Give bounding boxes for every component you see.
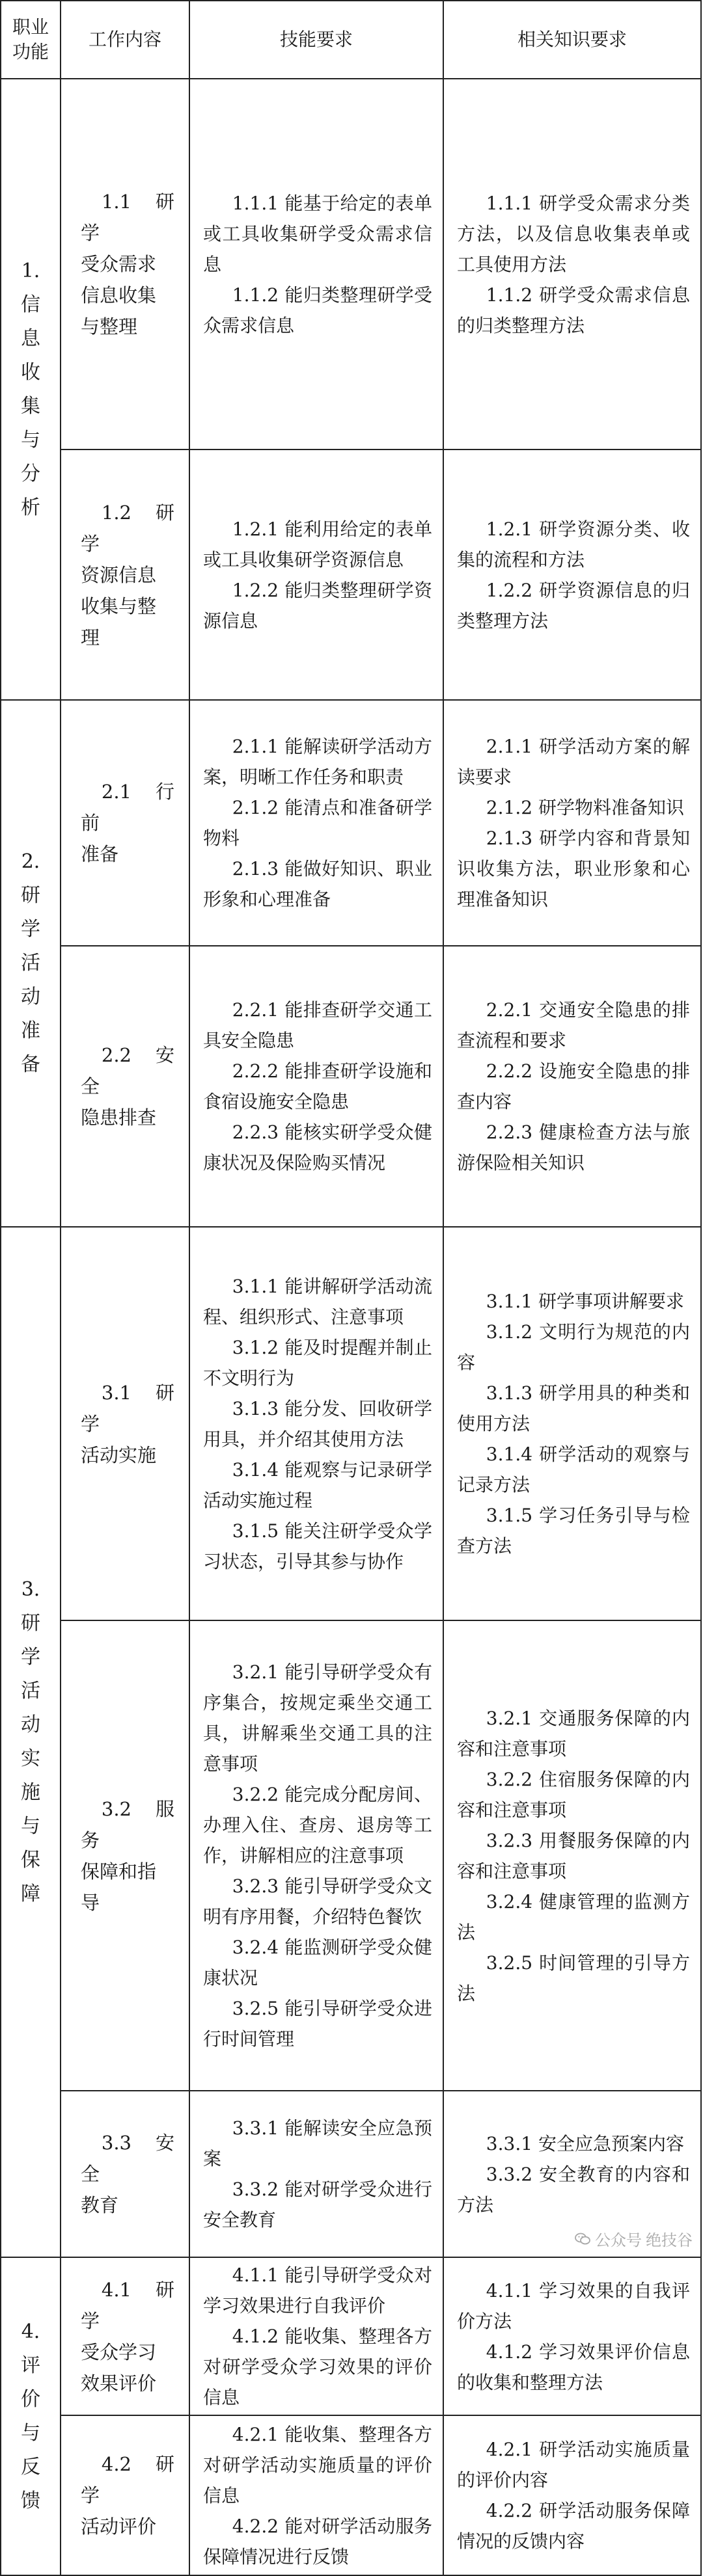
function-char: 研 — [21, 884, 40, 907]
knowledge-item: 3.1.5 学习任务引导与检查方法 — [457, 1505, 690, 1557]
skill-item: 3.3.1 能解读安全应急预案 — [203, 2117, 432, 2169]
function-char: 息 — [21, 327, 40, 350]
knowledge-item: 4.2.1 研学活动实施质量的评价内容 — [457, 2439, 690, 2491]
skill-item: 2.1.1 能解读研学活动方案，明晰工作任务和职责 — [203, 736, 432, 788]
function-char: 施 — [21, 1781, 40, 1804]
header-skills: 技能要求 — [189, 1, 443, 79]
knowledge-item: 2.2.2 设施安全隐患的排查内容 — [457, 1060, 690, 1112]
function-char: 与 — [21, 428, 40, 451]
watermark — [574, 2227, 693, 2250]
table-row — [1, 1227, 701, 1620]
work-content-line: 隐患排查 — [81, 1107, 157, 1129]
skills-cell — [189, 449, 443, 700]
table-row — [1, 449, 701, 700]
knowledge-item: 2.2.3 健康检查方法与旅游保险相关知识 — [457, 1121, 690, 1174]
function-char: 分 — [21, 462, 40, 485]
function-number: 2. — [21, 850, 40, 873]
function-char: 动 — [21, 986, 40, 1008]
work-content-line: 与整理 — [81, 315, 138, 338]
work-content-line: 4.1 研学 — [81, 2278, 174, 2332]
table-row — [1, 79, 701, 449]
work-content-line: 2.2 安全 — [81, 1044, 174, 1097]
skill-item: 2.2.2 能排查研学设施和食宿设施安全隐患 — [203, 1060, 432, 1112]
function-char: 障 — [21, 1883, 40, 1905]
work-content-cell — [61, 449, 189, 700]
function-char: 活 — [21, 1680, 40, 1702]
knowledge-item: 4.1.2 学习效果评价信息的收集和整理方法 — [457, 2341, 690, 2393]
skill-item: 3.3.2 能对研学受众进行安全教育 — [203, 2179, 432, 2231]
function-char: 学 — [21, 918, 40, 941]
knowledge-cell — [443, 1227, 701, 1620]
skill-item: 3.1.2 能及时提醒并制止不文明行为 — [203, 1336, 432, 1389]
skill-item: 2.2.1 能排查研学交通工具安全隐患 — [203, 999, 432, 1051]
skill-item: 4.2.1 能收集、整理各方对研学活动实施质量的评价信息 — [203, 2423, 432, 2506]
skill-item: 3.2.2 能完成分配房间、办理入住、查房、退房等工作，讲解相应的注意事项 — [203, 1784, 432, 1866]
work-content-line: 导 — [81, 1891, 100, 1914]
knowledge-item: 3.2.5 时间管理的引导方法 — [457, 1952, 690, 2004]
skill-item: 3.1.1 能讲解研学活动流程、组织形式、注意事项 — [203, 1275, 432, 1328]
function-char: 收 — [21, 360, 40, 384]
function-char: 研 — [21, 1612, 40, 1635]
knowledge-cell — [443, 2257, 701, 2415]
work-content-line: 资源信息 — [81, 563, 157, 586]
function-char: 价 — [21, 2387, 40, 2411]
work-content-line: 活动评价 — [81, 2516, 157, 2538]
knowledge-item: 3.2.4 健康管理的监测方法 — [457, 1890, 690, 1943]
header-content: 工作内容 — [61, 1, 189, 79]
work-content-cell — [61, 2091, 189, 2257]
knowledge-item: 3.2.3 用餐服务保障的内容和注意事项 — [457, 1829, 690, 1882]
function-char: 活 — [21, 952, 40, 974]
knowledge-item: 3.1.4 研学活动的观察与记录方法 — [457, 1443, 690, 1496]
knowledge-item: 3.1.3 研学用具的种类和使用方法 — [457, 1382, 690, 1434]
work-content-cell — [61, 1227, 189, 1620]
knowledge-item: 3.2.2 住宿服务保障的内容和注意事项 — [457, 1768, 690, 1821]
work-content-line: 教育 — [81, 2194, 119, 2216]
work-content-line: 受众需求 — [81, 253, 157, 275]
skill-item: 3.1.4 能观察与记录研学活动实施过程 — [203, 1458, 432, 1511]
skill-item: 2.1.2 能清点和准备研学物料 — [203, 797, 432, 849]
knowledge-item: 3.2.1 交通服务保障的内容和注意事项 — [457, 1707, 690, 1760]
knowledge-item: 1.1.2 研学受众需求信息的归类整理方法 — [457, 284, 690, 336]
knowledge-item: 2.1.1 研学活动方案的解读要求 — [457, 736, 690, 788]
table-row — [1, 1620, 701, 2091]
work-content-line: 1.2 研学 — [81, 501, 174, 555]
function-number: 4. — [21, 2320, 40, 2343]
work-content-line: 效果评价 — [81, 2372, 157, 2395]
knowledge-item: 3.3.2 安全教育的内容和方法 — [457, 2163, 690, 2216]
function-char: 学 — [21, 1646, 40, 1669]
function-cell — [1, 700, 61, 1227]
wechat-icon — [574, 2231, 591, 2247]
skill-item: 4.1.2 能收集、整理各方对研学受众学习效果的评价信息 — [203, 2326, 432, 2408]
function-char: 与 — [21, 2421, 40, 2445]
function-char: 集 — [21, 394, 40, 418]
function-char: 馈 — [21, 2489, 40, 2512]
work-content-cell — [61, 946, 189, 1227]
table-row — [1, 2257, 701, 2415]
work-content-line: 保障和指 — [81, 1860, 157, 1883]
table-row — [1, 700, 701, 946]
skill-item: 3.2.5 能引导研学受众进行时间管理 — [203, 1998, 432, 2050]
skill-item: 4.1.1 能引导研学受众对学习效果进行自我评价 — [203, 2264, 432, 2316]
skill-item: 3.1.5 能关注研学受众学习状态，引导其参与协作 — [203, 1520, 432, 1572]
knowledge-item: 2.2.1 交通安全隐患的排查流程和要求 — [457, 999, 690, 1051]
work-content-line: 3.2 服务 — [81, 1797, 174, 1851]
skill-item: 3.2.1 能引导研学受众有序集合，按规定乘坐交通工具，讲解乘坐交通工具的注意事项 — [203, 1661, 432, 1775]
function-cell — [1, 79, 61, 700]
skill-item: 3.2.3 能引导研学受众文明有序用餐，介绍特色餐饮 — [203, 1875, 432, 1927]
skill-item: 2.1.3 能做好知识、职业形象和心理准备 — [203, 858, 432, 910]
work-content-line: 受众学习 — [81, 2341, 157, 2363]
knowledge-item: 1.2.1 研学资源分类、收集的流程和方法 — [457, 518, 690, 570]
work-content-line: 信息收集 — [81, 284, 157, 306]
watermark-name: 绝技谷 — [646, 2231, 693, 2249]
skill-item: 4.2.2 能对研学活动服务保障情况进行反馈 — [203, 2515, 432, 2568]
work-content-cell — [61, 79, 189, 449]
function-cell — [1, 1227, 61, 2257]
skills-cell — [189, 2257, 443, 2415]
function-char: 实 — [21, 1747, 40, 1770]
function-char: 准 — [21, 1019, 40, 1042]
knowledge-cell — [443, 1620, 701, 2091]
skill-item: 1.2.1 能利用给定的表单或工具收集研学资源信息 — [203, 518, 432, 570]
work-content-line: 理 — [81, 626, 100, 649]
function-number: 1. — [21, 259, 40, 282]
skill-item: 1.1.2 能归类整理研学受众需求信息 — [203, 284, 432, 336]
function-char: 动 — [21, 1713, 40, 1736]
knowledge-cell — [443, 449, 701, 700]
function-char: 评 — [21, 2354, 40, 2377]
skill-item: 1.2.2 能归类整理研学资源信息 — [203, 579, 432, 632]
knowledge-item: 4.2.2 研学活动服务保障情况的反馈内容 — [457, 2500, 690, 2552]
knowledge-cell — [443, 79, 701, 449]
work-content-cell — [61, 1620, 189, 2091]
table-row — [1, 2415, 701, 2575]
header-knowledge: 相关知识要求 — [443, 1, 701, 79]
knowledge-item: 1.1.1 研学受众需求分类方法，以及信息收集表单或工具使用方法 — [457, 192, 690, 275]
work-content-line: 活动实施 — [81, 1443, 157, 1466]
knowledge-item: 4.1.1 学习效果的自我评价方法 — [457, 2279, 690, 2332]
knowledge-item: 2.1.3 研学内容和背景知识收集方法，职业形象和心理准备知识 — [457, 827, 690, 910]
skills-cell — [189, 79, 443, 449]
table-header-row — [1, 1, 701, 79]
table-row — [1, 946, 701, 1227]
skill-item: 1.1.1 能基于给定的表单或工具收集研学受众需求信息 — [203, 192, 432, 275]
work-content-line: 4.2 研学 — [81, 2453, 174, 2506]
skills-cell — [189, 946, 443, 1227]
knowledge-item: 3.1.2 文明行为规范的内容 — [457, 1321, 690, 1373]
knowledge-item: 3.3.1 安全应急预案内容 — [486, 2132, 684, 2154]
work-content-line: 3.1 研学 — [81, 1381, 174, 1435]
skills-cell — [189, 2091, 443, 2257]
skills-cell — [189, 1620, 443, 2091]
work-content-line: 2.1 行前 — [81, 781, 174, 834]
work-content-cell — [61, 700, 189, 946]
function-cell — [1, 2257, 61, 2575]
work-content-cell — [61, 2415, 189, 2575]
knowledge-item: 3.1.1 研学事项讲解要求 — [486, 1291, 684, 1312]
watermark-prefix: 公众号 — [595, 2231, 642, 2249]
knowledge-item: 1.2.2 研学资源信息的归类整理方法 — [457, 579, 690, 632]
work-content-line: 1.1 研学 — [81, 191, 174, 244]
skills-cell — [189, 2415, 443, 2575]
work-content-cell — [61, 2257, 189, 2415]
function-char: 与 — [21, 1815, 40, 1838]
function-char: 备 — [21, 1053, 40, 1076]
knowledge-cell — [443, 2415, 701, 2575]
work-content-line: 准备 — [81, 843, 119, 865]
knowledge-cell — [443, 946, 701, 1227]
knowledge-cell — [443, 700, 701, 946]
skill-item: 2.2.3 能核实研学受众健康状况及保险购买情况 — [203, 1121, 432, 1174]
function-char: 信 — [21, 293, 40, 316]
skills-cell — [189, 1227, 443, 1620]
function-number: 3. — [21, 1578, 40, 1601]
knowledge-item: 2.1.2 研学物料准备知识 — [486, 797, 684, 818]
skill-item: 3.1.3 能分发、回收研学用具，并介绍其使用方法 — [203, 1397, 432, 1450]
function-char: 保 — [21, 1849, 40, 1872]
work-content-line: 收集与整 — [81, 595, 157, 617]
header-function: 职业功能 — [1, 1, 61, 79]
work-content-line: 3.3 安全 — [81, 2132, 174, 2185]
function-char: 反 — [21, 2455, 40, 2478]
skills-cell — [189, 700, 443, 946]
function-char: 析 — [21, 496, 40, 519]
skill-item: 3.2.4 能监测研学受众健康状况 — [203, 1937, 432, 1989]
